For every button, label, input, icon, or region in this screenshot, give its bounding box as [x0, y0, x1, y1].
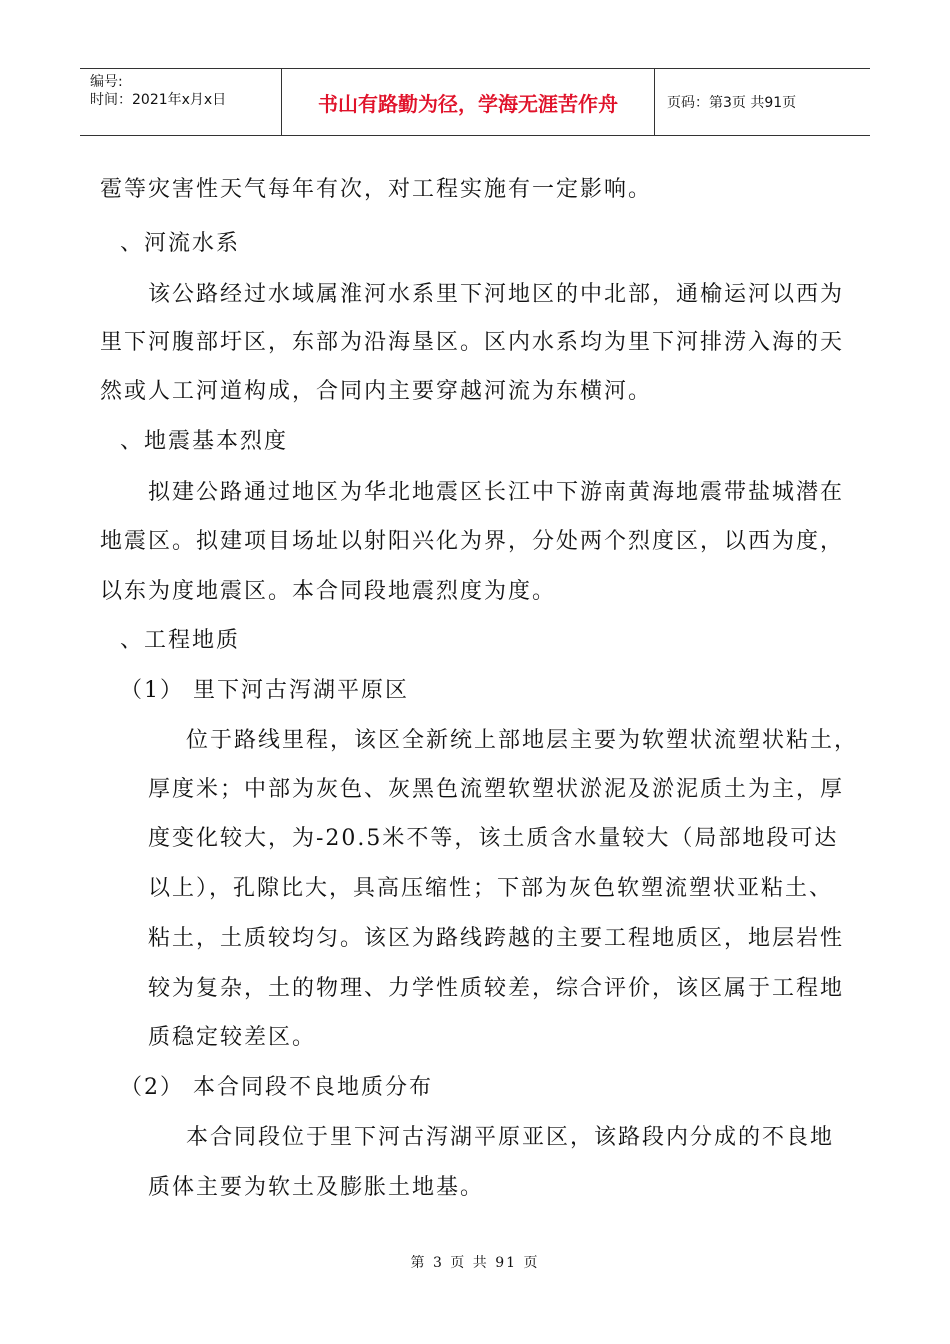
body-line: 本合同段位于里下河古泻湖平原亚区，该路段内分成的不良地 — [186, 1125, 835, 1150]
body-line: 质稳定较差区。 — [148, 1025, 317, 1050]
header-meta — [80, 69, 282, 135]
body-line: 以上），孔隙比大，具高压缩性；下部为灰色软塑流塑状亚粘土、 — [148, 876, 834, 901]
subheading-1: （1） 里下河古泻湖平原区 — [120, 678, 409, 703]
body-line: 度变化较大，为-20.5米不等，该土质含水量较大（局部地段可达 — [148, 826, 839, 851]
section-heading-rivers: 、河流水系 — [120, 231, 241, 256]
body-line: 粘土，土质较均匀。该区为路线跨越的主要工程地质区，地层岩性 — [148, 926, 845, 951]
body-line: 质体主要为软土及膨胀土地基。 — [148, 1175, 485, 1200]
header-motto: 书山有路勤为径，学海无涯苦作舟 — [282, 69, 655, 135]
body-line: 雹等灾害性天气每年有次，对工程实施有一定影响。 — [100, 177, 653, 202]
body-line: 里下河腹部圩区，东部为沿海垦区。区内水系均为里下河排涝入海的天 — [100, 330, 845, 355]
body-line: 以东为度地震区。本合同段地震烈度为度。 — [100, 579, 557, 604]
body-line: 较为复杂，土的物理、力学性质较差，综合评价，该区属于工程地 — [148, 976, 845, 1001]
document-time-label: 时间：2021年x月x日 — [90, 92, 227, 108]
page-header — [80, 68, 870, 136]
body-line: 地震区。拟建项目场址以射阳兴化为界，分处两个烈度区，以西为度， — [100, 529, 845, 554]
header-page-code: 页码：第3页 共91页 — [667, 95, 797, 111]
subheading-2: （2） 本合同段不良地质分布 — [120, 1075, 433, 1100]
body-line: 拟建公路通过地区为华北地震区长江中下游南黄海地震带盐城潜在 — [148, 480, 845, 505]
body-line: 该公路经过水域属淮河水系里下河地区的中北部，通榆运河以西为 — [148, 282, 845, 307]
body-line: 位于路线里程，该区全新统上部地层主要为软塑状流塑状粘土， — [186, 728, 859, 753]
document-number-label: 编号: — [90, 74, 123, 90]
page-footer: 第 3 页 共 91 页 — [410, 1255, 540, 1271]
body-line: 厚度米；中部为灰色、灰黑色流塑软塑状淤泥及淤泥质土为主，厚 — [148, 777, 845, 802]
body-line: 然或人工河道构成，合同内主要穿越河流为东横河。 — [100, 379, 653, 404]
section-heading-geology: 、工程地质 — [120, 628, 241, 653]
section-heading-seismic: 、地震基本烈度 — [120, 429, 289, 454]
